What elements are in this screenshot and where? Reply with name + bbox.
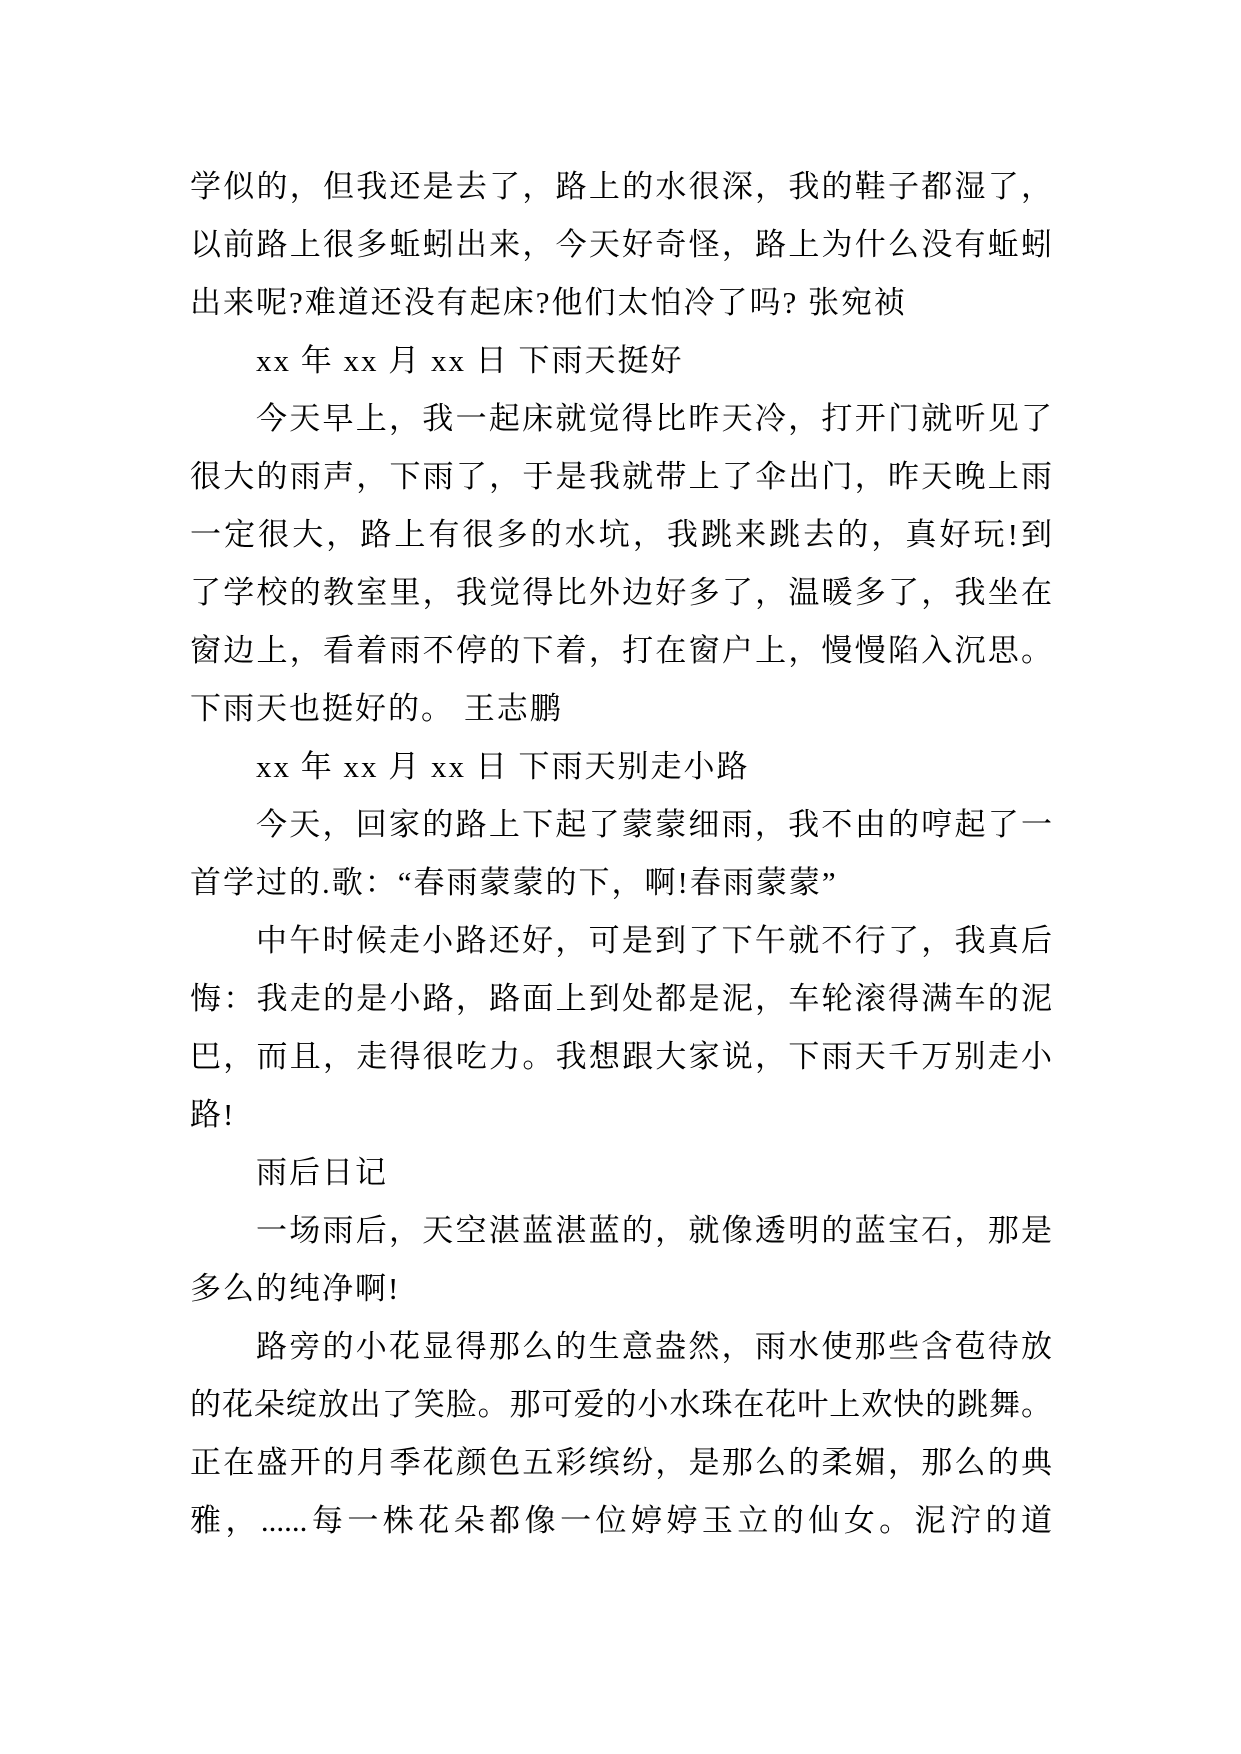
entry-heading: [190, 1144, 1052, 1202]
text-line: 以前路上很多蚯蚓出来，今天好奇怪，路上为什么没有蚯蚓: [190, 227, 1052, 262]
text-line: 今天早上，我一起床就觉得比昨天冷，打开门就听见了: [256, 401, 1052, 436]
text-line: 今天，回家的路上下起了蒙蒙细雨，我不由的哼起了一: [256, 807, 1052, 842]
entry-heading: [190, 332, 1052, 390]
text-line: 很大的雨声，下雨了，于是我就带上了伞出门，昨天晚上雨: [190, 459, 1052, 494]
text-line: 悔：我走的是小路，路面上到处都是泥，车轮滚得满车的泥: [190, 981, 1052, 1016]
paragraph: [190, 1318, 1052, 1550]
text-line: 雅，......每一株花朵都像一位婷婷玉立的仙女。泥泞的道: [190, 1503, 1052, 1538]
text-line: 一场雨后，天空湛蓝湛蓝的，就像透明的蓝宝石，那是: [256, 1213, 1052, 1248]
text-line: 巴，而且，走得很吃力。我想跟大家说，下雨天千万别走小: [190, 1039, 1052, 1074]
text-line: 中午时候走小路还好，可是到了下午就不行了，我真后: [256, 923, 1052, 958]
text-line: 一定很大，路上有很多的水坑，我跳来跳去的，真好玩!到: [190, 517, 1052, 552]
paragraph: [190, 796, 1052, 912]
paragraph: [190, 158, 1052, 332]
entry-heading-text: xx 年 xx 月 xx 日 下雨天别走小路: [256, 749, 750, 784]
entry-heading: [190, 738, 1052, 796]
text-line: 多么的纯净啊!: [190, 1271, 401, 1306]
text-line: 学似的，但我还是去了，路上的水很深，我的鞋子都湿了，: [190, 169, 1052, 204]
paragraph: [190, 912, 1052, 1144]
text-line: 了学校的教室里，我觉得比外边好多了，温暖多了，我坐在: [190, 575, 1052, 610]
text-line: 正在盛开的月季花颜色五彩缤纷，是那么的柔媚，那么的典: [190, 1445, 1052, 1480]
text-line: 出来呢?难道还没有起床?他们太怕冷了吗? 张宛祯: [190, 285, 908, 320]
text-line: 路!: [190, 1097, 236, 1132]
text-line: 路旁的小花显得那么的生意盎然，雨水使那些含苞待放: [256, 1329, 1052, 1364]
text-line: 窗边上，看着雨不停的下着，打在窗户上，慢慢陷入沉思。: [190, 633, 1052, 668]
document-body: [190, 158, 1052, 1550]
text-line: 首学过的.歌：“春雨蒙蒙的下，啊!春雨蒙蒙”: [190, 865, 838, 900]
text-line: 的花朵绽放出了笑脸。那可爱的小水珠在花叶上欢快的跳舞。: [190, 1387, 1052, 1422]
entry-heading-text: 雨后日记: [256, 1155, 388, 1190]
text-line: 下雨天也挺好的。 王志鹏: [190, 691, 563, 726]
paragraph: [190, 390, 1052, 738]
paragraph: [190, 1202, 1052, 1318]
entry-heading-text: xx 年 xx 月 xx 日 下雨天挺好: [256, 343, 684, 378]
